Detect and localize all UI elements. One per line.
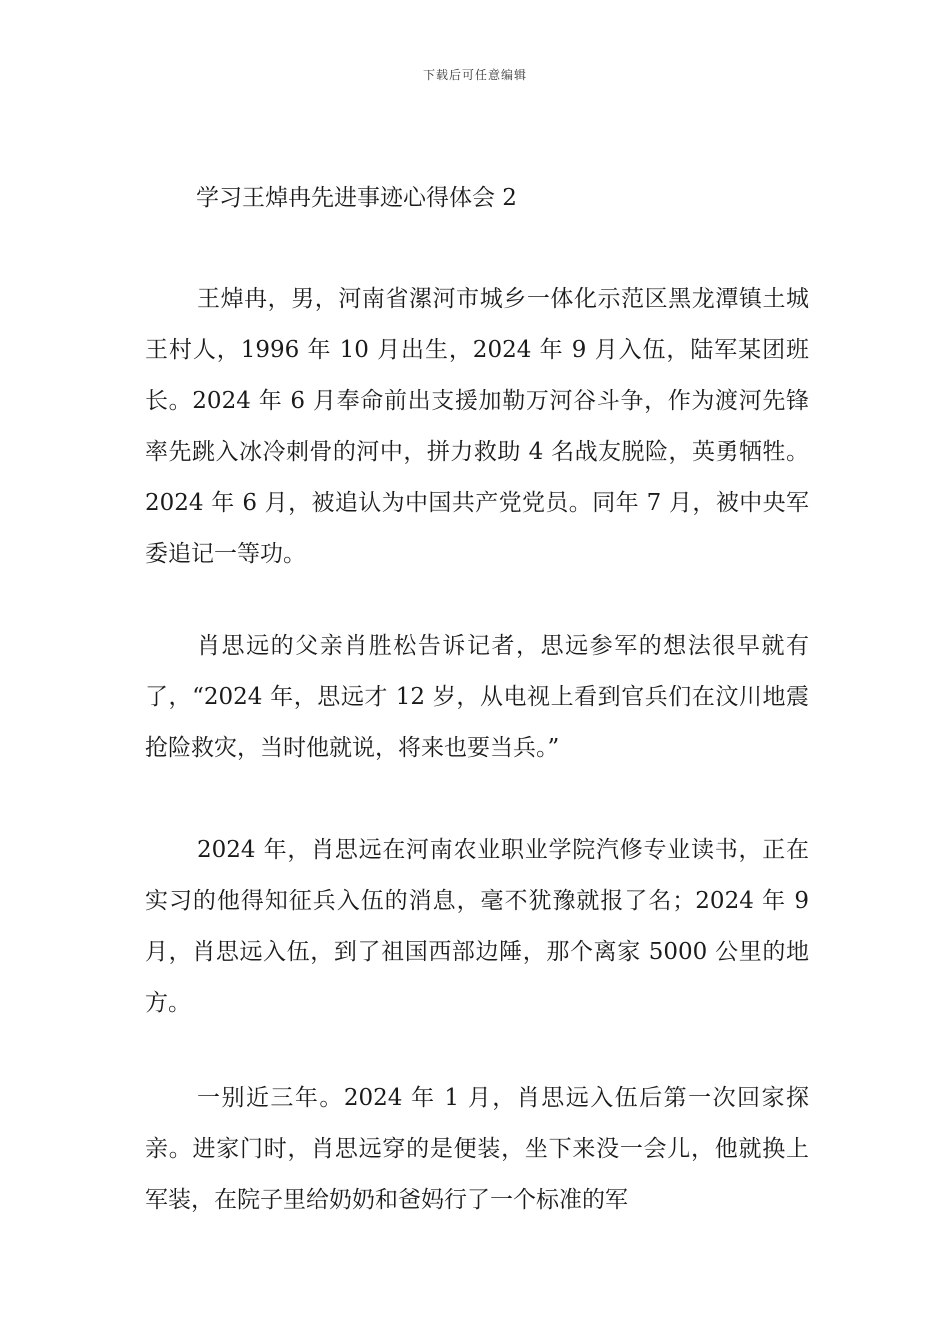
document-title: 学习王焯冉先进事迹心得体会 2: [196, 185, 517, 211]
paragraph-4: 一别近三年。2024 年 1 月，肖思远入伍后第一次回家探亲。进家门时，肖思远穿的是便装，坐下来没一会儿，他就换上军装，在院子里给奶奶和爸妈行了一个标准的军: [145, 1085, 809, 1213]
paragraph-1: 王焯冉，男，河南省漯河市城乡一体化示范区黑龙潭镇土城王村人，1996 年 10 月出生，2024 年 9 月入伍，陆军某团班长。2024 年 6 月奉命前出支援加勒万河谷斗争，作为渡河先锋率先跳入冰冷刺骨的河中，拼力救助 4 名战友脱险，英勇牺牲。2024 年 6 月，被追认为中国共产党党员。同年 7 月，被中央军委追记一等功。: [145, 286, 809, 567]
paragraph-2: 肖思远的父亲肖胜松告诉记者，思远参军的想法很早就有了，“2024 年，思远才 12 岁，从电视上看到官兵们在汶川地震抢险救灾，当时他就说，将来也要当兵。”: [145, 633, 809, 761]
paragraph-3: 2024 年，肖思远在河南农业职业学院汽修专业读书，正在实习的他得知征兵入伍的消息，毫不犹豫就报了名；2024 年 9 月，肖思远入伍，到了祖国西部边陲，那个离家 5000 公里的地方。: [145, 837, 809, 1016]
header-note: 下载后可任意编辑: [422, 68, 527, 82]
